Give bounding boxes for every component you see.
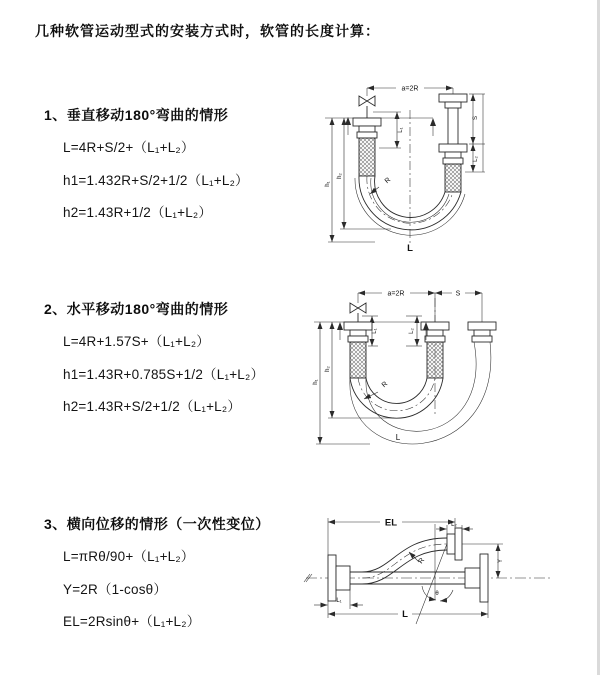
angle-label: θ [435,591,439,597]
dim-label-span: a=2R [387,290,405,298]
section-1-heading: 1、垂直移动180°弯曲的情形 [44,107,229,123]
dimension-lines [314,290,482,444]
dim-label-l1: L₁ [336,598,342,604]
dim-label-l2: L₂ [409,328,415,334]
diagram-horizontal-180-bend [306,282,587,452]
diagram-lateral-displacement [300,498,598,650]
dim-label-h1: h₁ [325,181,331,187]
length-label: L [407,243,413,254]
valve-icon [350,303,366,322]
page-title: 几种软管运动型式的安装方式时，软管的长度计算： [35,23,380,39]
formula-length: L=4R+1.57S+（L₁+L₂） [63,334,210,349]
pipe-fittings [353,94,467,192]
length-label: L [395,433,401,442]
formula-h1: h1=1.432R+S/2+1/2（L₁+L₂） [63,172,249,188]
dim-label-h1: h₁ [313,379,319,385]
pipe-fittings [328,528,488,602]
valve-icon [359,96,375,118]
dim-label-l1: L₁ [372,328,378,334]
dim-label-el: EL [384,517,398,529]
hose-curves [350,342,491,444]
formula-h2: h2=1.43R+S/2+1/2（L₁+L₂） [63,399,242,414]
diagram-vertical-180-bend [313,72,590,254]
section-2-heading: 2、水平移动180°弯曲的情形 [44,301,229,317]
length-label: L [402,609,408,620]
section-vertical-180 [44,105,249,234]
dim-label-h2: h₂ [337,173,343,179]
radius-label: R [383,176,393,186]
pipe-fittings [344,322,496,378]
dim-label-s: S [473,115,479,121]
section-horizontal-180 [44,299,264,428]
formula-h2: h2=1.43R+1/2（L₁+L₂） [63,205,213,220]
dim-label-s: S [455,290,461,298]
formula-el: EL=2Rsinθ+（L₁+L₂） [63,614,201,629]
dim-label-y: Y [498,558,504,564]
dim-label-l2: L₂ [473,156,479,162]
formula-length: L=πRθ/90+（L₁+L₂） [63,549,195,564]
dim-label-l2: L₂ [451,522,457,528]
dim-label-span: a=2R [401,85,419,93]
section-3-heading: 3、横向位移的情形（一次性变位） [44,516,270,532]
formula-y: Y=2R（1-cosθ） [63,581,168,597]
formula-h1: h1=1.43R+0.785S+1/2（L₁+L₂） [63,366,265,382]
section-lateral-offset [44,514,270,643]
radius-label: R [380,380,390,390]
dim-label-h2: h₂ [325,366,331,372]
dim-label-l1: L₁ [398,127,404,133]
formula-length: L=4R+S/2+（L₁+L₂） [63,140,195,155]
radius-label: R [417,556,427,566]
